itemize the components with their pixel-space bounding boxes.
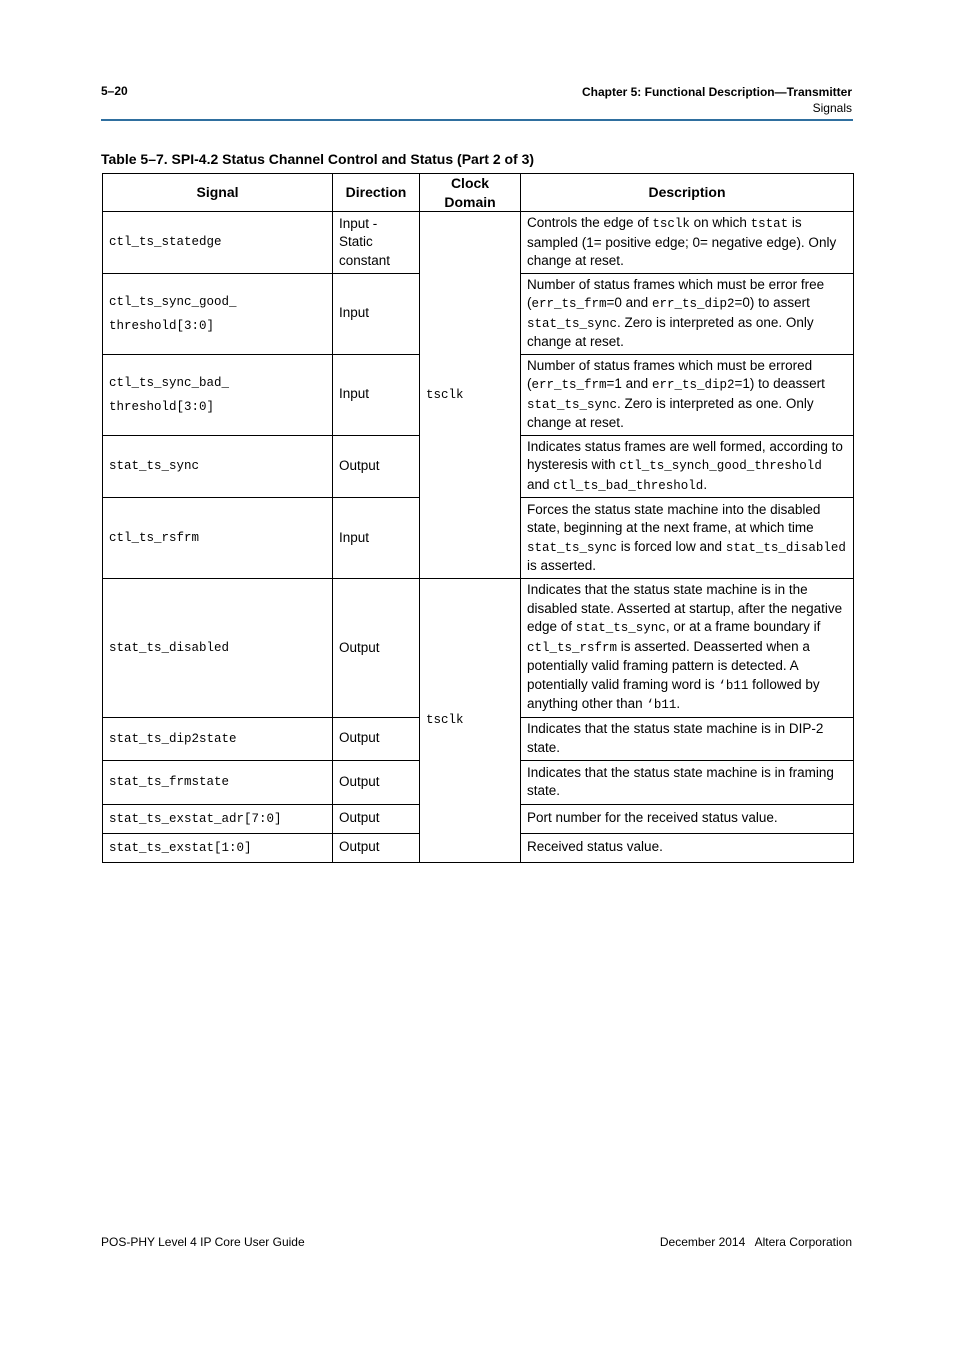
signal-description: Number of status frames which must be error free (err_ts_frm=0 and err_ts_dip2=0) to assert stat_ts_sync. Zero is interpreted as one. Only change at reset. [521,273,854,354]
code-term: tsclk [652,217,690,231]
signal-name: stat_ts_dip2state [103,717,333,760]
code-term: err_ts_dip2 [651,378,735,392]
signal-direction: Input [333,498,420,579]
section-title: Signals [812,101,852,115]
code-term: ‘b11 [646,698,677,712]
code-term: stat_ts_sync [527,397,618,412]
signal-direction: Output [333,579,420,718]
signal-direction: Output [333,833,420,862]
signal-name: stat_ts_exstat_adr[7:0] [103,804,333,833]
signal-name: ctl_ts_sync_bad_ threshold[3:0] [103,354,333,435]
signal-description: Indicates that the status state machine is in DIP-2 state. [521,717,854,760]
column-header-signal: Signal [103,174,333,212]
footer-document-title: POS-PHY Level 4 IP Core User Guide [101,1235,305,1249]
signal-direction: Input - Static constant [333,212,420,274]
code-term: tstat [750,217,789,231]
signal-name: stat_ts_frmstate [103,760,333,804]
signal-description: Indicates status frames are well formed, according to hysteresis with ctl_ts_synch_good_threshold and ctl_ts_bad_threshold. [521,435,854,498]
signal-name: stat_ts_exstat[1:0] [103,833,333,862]
clock-domain: tsclk [420,212,521,579]
code-term: stat_ts_disabled [725,540,846,555]
clock-domain: tsclk [420,579,521,863]
header-rule [101,119,853,121]
signal-description: Controls the edge of tsclk on which tstat is sampled (1= positive edge; 0= negative edge). Only change at reset. [521,212,854,274]
signal-description: Received status value. [521,833,854,862]
signal-direction: Output [333,717,420,760]
page-number: 5–20 [101,84,128,98]
signal-direction: Input [333,273,420,354]
column-header-direction: Direction [333,174,420,212]
table-row [103,579,854,718]
footer-date-company: December 2014 Altera Corporation [659,1235,852,1249]
code-term: err_ts_frm [531,297,607,311]
signal-name: stat_ts_disabled [103,579,333,718]
running-header [582,84,852,116]
table-caption: Table 5–7. SPI-4.2 Status Channel Control and Status (Part 2 of 3) [101,151,535,167]
code-term: ‘b11 [718,678,749,693]
column-header-clock-domain: Clock Domain [420,174,521,212]
code-term: ctl_ts_synch_good_threshold [619,459,822,473]
code-term: ctl_ts_rsfrm [527,640,618,655]
code-term: stat_ts_sync [575,621,666,635]
signal-description: Forces the status state machine into the disabled state, beginning at the next frame, at which time stat_ts_sync is forced low and stat_ts_disabled is asserted. [521,498,854,579]
code-term: stat_ts_sync [527,316,618,331]
signal-description: Indicates that the status state machine is in the disabled state. Asserted at startup, after the negative edge of stat_ts_sync, or at a frame boundary if ctl_ts_rsfrm is asserted. Deasserted when a potentially valid framing pattern is detected. A potentially valid framing word is ‘b11 followed by anything other than ‘b11. [521,579,854,718]
signal-description: Indicates that the status state machine is in framing state. [521,760,854,804]
table-row [103,212,854,274]
signal-name: stat_ts_sync [103,435,333,498]
signal-direction: Input [333,354,420,435]
signal-name: ctl_ts_sync_good_ threshold[3:0] [103,273,333,354]
code-term: ctl_ts_bad_threshold [553,478,704,493]
chapter-title: Chapter 5: Functional Description—Transmitter [581,85,852,99]
signal-table [102,173,854,863]
signal-description: Number of status frames which must be errored (err_ts_frm=1 and err_ts_dip2=1) to deassert stat_ts_sync. Zero is interpreted as one. Only change at reset. [521,354,854,435]
signal-direction: Output [333,760,420,804]
code-term: stat_ts_sync [527,540,618,555]
signal-description: Port number for the received status value. [521,804,854,833]
code-term: err_ts_frm [531,378,607,392]
signal-name: ctl_ts_statedge [103,212,333,274]
code-term: err_ts_dip2 [651,297,735,311]
column-header-description: Description [521,174,854,212]
table-header-row [103,174,854,212]
signal-name: ctl_ts_rsfrm [103,498,333,579]
signal-direction: Output [333,435,420,498]
signal-direction: Output [333,804,420,833]
